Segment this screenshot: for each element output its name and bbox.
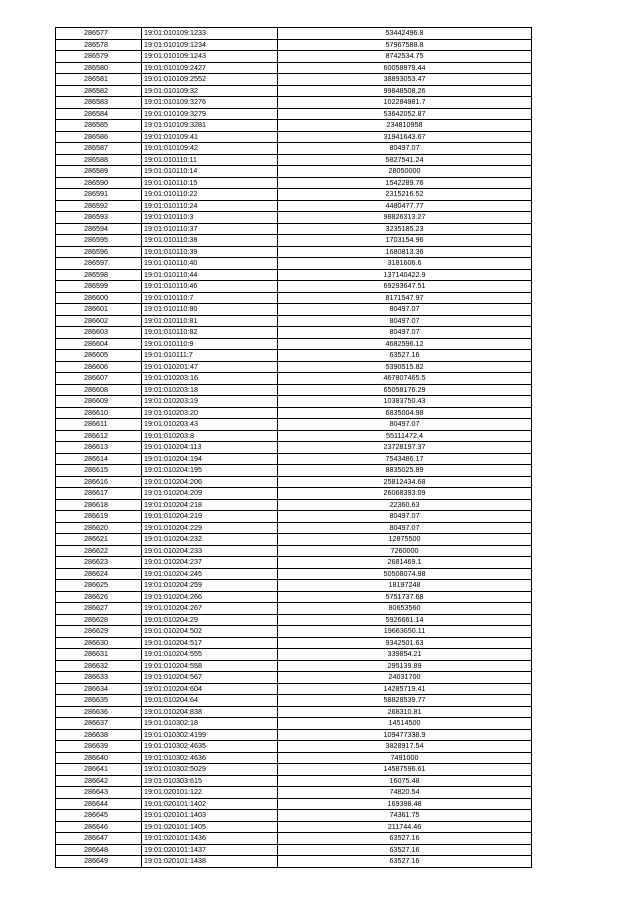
cadastral-number-cell: 19:01:010110:15 bbox=[142, 177, 278, 189]
row-number-cell: 286602 bbox=[56, 315, 142, 327]
cadastral-value-cell: 53642052.87 bbox=[278, 108, 532, 120]
table-row bbox=[56, 223, 532, 235]
table-row bbox=[56, 166, 532, 178]
row-number-cell: 286615 bbox=[56, 465, 142, 477]
table-row bbox=[56, 361, 532, 373]
cadastral-number-cell: 19:01:010109:1234 bbox=[142, 39, 278, 51]
cadastral-number-cell: 19:01:010109:42 bbox=[142, 143, 278, 155]
row-number-cell: 286639 bbox=[56, 741, 142, 753]
table-row bbox=[56, 511, 532, 523]
table-row bbox=[56, 108, 532, 120]
cadastral-value-cell: 8171547.97 bbox=[278, 292, 532, 304]
cadastral-value-cell: 339854.21 bbox=[278, 649, 532, 661]
row-number-cell: 286592 bbox=[56, 200, 142, 212]
table-row bbox=[56, 856, 532, 868]
cadastral-number-cell: 19:01:010204:267 bbox=[142, 603, 278, 615]
table-row bbox=[56, 637, 532, 649]
row-number-cell: 286580 bbox=[56, 62, 142, 74]
row-number-cell: 286610 bbox=[56, 407, 142, 419]
row-number-cell: 286579 bbox=[56, 51, 142, 63]
cadastral-value-cell: 102284981.7 bbox=[278, 97, 532, 109]
cadastral-number-cell: 19:01:010109:1233 bbox=[142, 28, 278, 40]
table-row bbox=[56, 660, 532, 672]
cadastral-value-cell: 80497.07 bbox=[278, 327, 532, 339]
table-row bbox=[56, 775, 532, 787]
table-row bbox=[56, 315, 532, 327]
row-number-cell: 286648 bbox=[56, 844, 142, 856]
cadastral-number-cell: 19:01:010204:232 bbox=[142, 534, 278, 546]
table-row bbox=[56, 833, 532, 845]
cadastral-number-cell: 19:01:010110:22 bbox=[142, 189, 278, 201]
table-row bbox=[56, 465, 532, 477]
row-number-cell: 286606 bbox=[56, 361, 142, 373]
cadastral-number-cell: 19:01:020101:1438 bbox=[142, 856, 278, 868]
cadastral-value-cell: 5926661.14 bbox=[278, 614, 532, 626]
cadastral-number-cell: 19:01:010109:3276 bbox=[142, 97, 278, 109]
table-row bbox=[56, 373, 532, 385]
table-row bbox=[56, 327, 532, 339]
cadastral-value-cell: 18197248 bbox=[278, 580, 532, 592]
row-number-cell: 286649 bbox=[56, 856, 142, 868]
cadastral-number-cell: 19:01:010303:615 bbox=[142, 775, 278, 787]
table-row bbox=[56, 292, 532, 304]
cadastral-number-cell: 19:01:010204:233 bbox=[142, 545, 278, 557]
row-number-cell: 286638 bbox=[56, 729, 142, 741]
cadastral-value-cell: 14514500 bbox=[278, 718, 532, 730]
table-row bbox=[56, 62, 532, 74]
cadastral-number-cell: 19:01:010110:7 bbox=[142, 292, 278, 304]
cadastral-value-cell: 69293647.51 bbox=[278, 281, 532, 293]
table-row bbox=[56, 488, 532, 500]
cadastral-value-cell: 268310.81 bbox=[278, 706, 532, 718]
cadastral-number-cell: 19:01:010204:209 bbox=[142, 488, 278, 500]
cadastral-value-cell: 3181606.6 bbox=[278, 258, 532, 270]
cadastral-number-cell: 19:01:010204:517 bbox=[142, 637, 278, 649]
table-row bbox=[56, 844, 532, 856]
cadastral-value-cell: 63527.16 bbox=[278, 833, 532, 845]
cadastral-number-cell: 19:01:010201:47 bbox=[142, 361, 278, 373]
cadastral-number-cell: 19:01:020101:1436 bbox=[142, 833, 278, 845]
row-number-cell: 286590 bbox=[56, 177, 142, 189]
cadastral-number-cell: 19:01:010110:82 bbox=[142, 327, 278, 339]
row-number-cell: 286601 bbox=[56, 304, 142, 316]
table-row bbox=[56, 568, 532, 580]
table-row bbox=[56, 338, 532, 350]
cadastral-number-cell: 19:01:010204:195 bbox=[142, 465, 278, 477]
cadastral-number-cell: 19:01:010110:44 bbox=[142, 269, 278, 281]
cadastral-value-cell: 7260000 bbox=[278, 545, 532, 557]
table-row bbox=[56, 39, 532, 51]
cadastral-number-cell: 19:01:010203:20 bbox=[142, 407, 278, 419]
cadastral-number-cell: 19:01:010110:3 bbox=[142, 212, 278, 224]
cadastral-value-cell: 14587596.61 bbox=[278, 764, 532, 776]
cadastral-value-cell: 10383750.43 bbox=[278, 396, 532, 408]
cadastral-number-cell: 19:01:010204:237 bbox=[142, 557, 278, 569]
cadastral-value-table bbox=[55, 27, 532, 868]
table-row bbox=[56, 85, 532, 97]
table-row bbox=[56, 729, 532, 741]
row-number-cell: 286609 bbox=[56, 396, 142, 408]
cadastral-number-cell: 19:01:010203:16 bbox=[142, 373, 278, 385]
cadastral-value-cell: 6835004.98 bbox=[278, 407, 532, 419]
cadastral-value-cell: 80653560 bbox=[278, 603, 532, 615]
cadastral-value-cell: 169398.48 bbox=[278, 798, 532, 810]
cadastral-value-cell: 80497.07 bbox=[278, 419, 532, 431]
table-row bbox=[56, 649, 532, 661]
table-row bbox=[56, 304, 532, 316]
table-row bbox=[56, 718, 532, 730]
cadastral-value-cell: 63527.16 bbox=[278, 844, 532, 856]
cadastral-number-cell: 19:01:010204:206 bbox=[142, 476, 278, 488]
cadastral-value-cell: 5390515.82 bbox=[278, 361, 532, 373]
cadastral-number-cell: 19:01:010109:2552 bbox=[142, 74, 278, 86]
row-number-cell: 286642 bbox=[56, 775, 142, 787]
row-number-cell: 286616 bbox=[56, 476, 142, 488]
row-number-cell: 286644 bbox=[56, 798, 142, 810]
cadastral-value-cell: 80497.07 bbox=[278, 315, 532, 327]
cadastral-number-cell: 19:01:010110:80 bbox=[142, 304, 278, 316]
row-number-cell: 286628 bbox=[56, 614, 142, 626]
cadastral-number-cell: 19:01:010110:46 bbox=[142, 281, 278, 293]
cadastral-number-cell: 19:01:010204:218 bbox=[142, 499, 278, 511]
cadastral-value-cell: 55111472.4 bbox=[278, 430, 532, 442]
row-number-cell: 286578 bbox=[56, 39, 142, 51]
table-row bbox=[56, 269, 532, 281]
table-row bbox=[56, 798, 532, 810]
cadastral-number-cell: 19:01:010204:259 bbox=[142, 580, 278, 592]
cadastral-value-cell: 5827541.24 bbox=[278, 154, 532, 166]
cadastral-value-cell: 1680813.36 bbox=[278, 246, 532, 258]
cadastral-value-cell: 22360.63 bbox=[278, 499, 532, 511]
row-number-cell: 286608 bbox=[56, 384, 142, 396]
cadastral-number-cell: 19:01:010109:3281 bbox=[142, 120, 278, 132]
table-row bbox=[56, 591, 532, 603]
cadastral-value-cell: 8742534.75 bbox=[278, 51, 532, 63]
cadastral-number-cell: 19:01:010302:4636 bbox=[142, 752, 278, 764]
row-number-cell: 286637 bbox=[56, 718, 142, 730]
cadastral-value-cell: 99848508.26 bbox=[278, 85, 532, 97]
cadastral-value-cell: 98826313.27 bbox=[278, 212, 532, 224]
row-number-cell: 286591 bbox=[56, 189, 142, 201]
cadastral-number-cell: 19:01:010204:604 bbox=[142, 683, 278, 695]
row-number-cell: 286599 bbox=[56, 281, 142, 293]
table-row bbox=[56, 384, 532, 396]
table-row bbox=[56, 522, 532, 534]
table-row bbox=[56, 419, 532, 431]
cadastral-value-cell: 60058979.44 bbox=[278, 62, 532, 74]
row-number-cell: 286624 bbox=[56, 568, 142, 580]
row-number-cell: 286618 bbox=[56, 499, 142, 511]
table-row bbox=[56, 821, 532, 833]
cadastral-value-cell: 1542289.76 bbox=[278, 177, 532, 189]
row-number-cell: 286577 bbox=[56, 28, 142, 40]
table-row bbox=[56, 695, 532, 707]
cadastral-value-cell: 26068393.09 bbox=[278, 488, 532, 500]
cadastral-number-cell: 19:01:010203:8 bbox=[142, 430, 278, 442]
table-row bbox=[56, 97, 532, 109]
cadastral-value-cell: 467807465.5 bbox=[278, 373, 532, 385]
table-row bbox=[56, 787, 532, 799]
table-row bbox=[56, 764, 532, 776]
cadastral-number-cell: 19:01:010204:229 bbox=[142, 522, 278, 534]
row-number-cell: 286582 bbox=[56, 85, 142, 97]
cadastral-value-cell: 3235185.23 bbox=[278, 223, 532, 235]
row-number-cell: 286583 bbox=[56, 97, 142, 109]
row-number-cell: 286636 bbox=[56, 706, 142, 718]
cadastral-number-cell: 19:01:010110:37 bbox=[142, 223, 278, 235]
cadastral-number-cell: 19:01:010110:9 bbox=[142, 338, 278, 350]
cadastral-number-cell: 19:01:020101:1403 bbox=[142, 810, 278, 822]
cadastral-value-cell: 234810958 bbox=[278, 120, 532, 132]
cadastral-value-cell: 16075.48 bbox=[278, 775, 532, 787]
cadastral-value-cell: 14285719.41 bbox=[278, 683, 532, 695]
table-row bbox=[56, 246, 532, 258]
cadastral-value-cell: 137140422.9 bbox=[278, 269, 532, 281]
row-number-cell: 286603 bbox=[56, 327, 142, 339]
table-row bbox=[56, 810, 532, 822]
cadastral-value-cell: 7543486.17 bbox=[278, 453, 532, 465]
row-number-cell: 286635 bbox=[56, 695, 142, 707]
row-number-cell: 286596 bbox=[56, 246, 142, 258]
row-number-cell: 286593 bbox=[56, 212, 142, 224]
row-number-cell: 286629 bbox=[56, 626, 142, 638]
row-number-cell: 286632 bbox=[56, 660, 142, 672]
row-number-cell: 286594 bbox=[56, 223, 142, 235]
row-number-cell: 286586 bbox=[56, 131, 142, 143]
cadastral-value-cell: 3828917.54 bbox=[278, 741, 532, 753]
row-number-cell: 286626 bbox=[56, 591, 142, 603]
table-row bbox=[56, 557, 532, 569]
cadastral-number-cell: 19:01:010109:32 bbox=[142, 85, 278, 97]
table-row bbox=[56, 258, 532, 270]
cadastral-value-cell: 80497.07 bbox=[278, 143, 532, 155]
row-number-cell: 286622 bbox=[56, 545, 142, 557]
table-row bbox=[56, 74, 532, 86]
row-number-cell: 286611 bbox=[56, 419, 142, 431]
cadastral-number-cell: 19:01:010110:81 bbox=[142, 315, 278, 327]
cadastral-value-cell: 57967588.8 bbox=[278, 39, 532, 51]
cadastral-value-cell: 38893053.47 bbox=[278, 74, 532, 86]
row-number-cell: 286631 bbox=[56, 649, 142, 661]
row-number-cell: 286640 bbox=[56, 752, 142, 764]
table-row bbox=[56, 407, 532, 419]
cadastral-value-cell: 28050000 bbox=[278, 166, 532, 178]
row-number-cell: 286630 bbox=[56, 637, 142, 649]
cadastral-number-cell: 19:01:010204:64 bbox=[142, 695, 278, 707]
cadastral-value-cell: 9342501.63 bbox=[278, 637, 532, 649]
table-row bbox=[56, 200, 532, 212]
row-number-cell: 286619 bbox=[56, 511, 142, 523]
cadastral-number-cell: 19:01:010110:24 bbox=[142, 200, 278, 212]
cadastral-number-cell: 19:01:010109:3279 bbox=[142, 108, 278, 120]
cadastral-number-cell: 19:01:010111:7 bbox=[142, 350, 278, 362]
row-number-cell: 286600 bbox=[56, 292, 142, 304]
cadastral-value-cell: 1703154.96 bbox=[278, 235, 532, 247]
cadastral-value-cell: 19663650.11 bbox=[278, 626, 532, 638]
table-row bbox=[56, 614, 532, 626]
table-row bbox=[56, 154, 532, 166]
row-number-cell: 286621 bbox=[56, 534, 142, 546]
table-row bbox=[56, 706, 532, 718]
cadastral-number-cell: 19:01:010204:567 bbox=[142, 672, 278, 684]
cadastral-number-cell: 19:01:010110:39 bbox=[142, 246, 278, 258]
cadastral-number-cell: 19:01:010203:19 bbox=[142, 396, 278, 408]
table-row bbox=[56, 752, 532, 764]
cadastral-value-cell: 12875500 bbox=[278, 534, 532, 546]
row-number-cell: 286589 bbox=[56, 166, 142, 178]
cadastral-value-cell: 80497.07 bbox=[278, 511, 532, 523]
cadastral-number-cell: 19:01:010204:113 bbox=[142, 442, 278, 454]
cadastral-number-cell: 19:01:010110:38 bbox=[142, 235, 278, 247]
table-row bbox=[56, 120, 532, 132]
cadastral-value-cell: 109477338.9 bbox=[278, 729, 532, 741]
cadastral-number-cell: 19:01:010204:502 bbox=[142, 626, 278, 638]
table-row bbox=[56, 580, 532, 592]
table-row bbox=[56, 51, 532, 63]
cadastral-value-cell: 58828539.77 bbox=[278, 695, 532, 707]
row-number-cell: 286627 bbox=[56, 603, 142, 615]
cadastral-number-cell: 19:01:010302:4199 bbox=[142, 729, 278, 741]
row-number-cell: 286645 bbox=[56, 810, 142, 822]
cadastral-number-cell: 19:01:010110:40 bbox=[142, 258, 278, 270]
row-number-cell: 286598 bbox=[56, 269, 142, 281]
cadastral-value-cell: 80497.07 bbox=[278, 304, 532, 316]
row-number-cell: 286587 bbox=[56, 143, 142, 155]
table-row bbox=[56, 396, 532, 408]
cadastral-number-cell: 19:01:010204:838 bbox=[142, 706, 278, 718]
table-row bbox=[56, 177, 532, 189]
table-row bbox=[56, 476, 532, 488]
cadastral-value-cell: 80497.07 bbox=[278, 522, 532, 534]
cadastral-number-cell: 19:01:020101:122 bbox=[142, 787, 278, 799]
row-number-cell: 286613 bbox=[56, 442, 142, 454]
cadastral-value-cell: 74361.75 bbox=[278, 810, 532, 822]
cadastral-number-cell: 19:01:010109:1243 bbox=[142, 51, 278, 63]
cadastral-value-cell: 295139.89 bbox=[278, 660, 532, 672]
table-row bbox=[56, 143, 532, 155]
cadastral-value-cell: 7491000 bbox=[278, 752, 532, 764]
cadastral-number-cell: 19:01:010203:18 bbox=[142, 384, 278, 396]
row-number-cell: 286604 bbox=[56, 338, 142, 350]
cadastral-value-cell: 4682596.12 bbox=[278, 338, 532, 350]
cadastral-number-cell: 19:01:020101:1437 bbox=[142, 844, 278, 856]
table-row bbox=[56, 545, 532, 557]
row-number-cell: 286614 bbox=[56, 453, 142, 465]
table-row bbox=[56, 281, 532, 293]
cadastral-number-cell: 19:01:010109:2427 bbox=[142, 62, 278, 74]
cadastral-number-cell: 19:01:010204:266 bbox=[142, 591, 278, 603]
cadastral-value-cell: 74820.54 bbox=[278, 787, 532, 799]
cadastral-value-cell: 5751737.68 bbox=[278, 591, 532, 603]
row-number-cell: 286641 bbox=[56, 764, 142, 776]
table-row bbox=[56, 442, 532, 454]
cadastral-number-cell: 19:01:010302:18 bbox=[142, 718, 278, 730]
row-number-cell: 286647 bbox=[56, 833, 142, 845]
row-number-cell: 286597 bbox=[56, 258, 142, 270]
row-number-cell: 286625 bbox=[56, 580, 142, 592]
table-row bbox=[56, 28, 532, 40]
cadastral-value-cell: 23728197.37 bbox=[278, 442, 532, 454]
cadastral-value-cell: 53442496.8 bbox=[278, 28, 532, 40]
table-row bbox=[56, 534, 532, 546]
row-number-cell: 286595 bbox=[56, 235, 142, 247]
cadastral-value-cell: 8835025.89 bbox=[278, 465, 532, 477]
cadastral-number-cell: 19:01:010204:245 bbox=[142, 568, 278, 580]
row-number-cell: 286612 bbox=[56, 430, 142, 442]
row-number-cell: 286634 bbox=[56, 683, 142, 695]
cadastral-number-cell: 19:01:010110:11 bbox=[142, 154, 278, 166]
row-number-cell: 286607 bbox=[56, 373, 142, 385]
cadastral-number-cell: 19:01:020101:1402 bbox=[142, 798, 278, 810]
cadastral-number-cell: 19:01:010109:41 bbox=[142, 131, 278, 143]
cadastral-value-cell: 31941643.67 bbox=[278, 131, 532, 143]
cadastral-value-cell: 63527.16 bbox=[278, 350, 532, 362]
row-number-cell: 286605 bbox=[56, 350, 142, 362]
cadastral-number-cell: 19:01:010302:4635 bbox=[142, 741, 278, 753]
cadastral-number-cell: 19:01:010110:14 bbox=[142, 166, 278, 178]
cadastral-number-cell: 19:01:010204:29 bbox=[142, 614, 278, 626]
cadastral-number-cell: 19:01:010204:194 bbox=[142, 453, 278, 465]
row-number-cell: 286633 bbox=[56, 672, 142, 684]
row-number-cell: 286584 bbox=[56, 108, 142, 120]
table-row bbox=[56, 741, 532, 753]
cadastral-value-cell: 25812434.68 bbox=[278, 476, 532, 488]
row-number-cell: 286620 bbox=[56, 522, 142, 534]
cadastral-value-cell: 50508074.98 bbox=[278, 568, 532, 580]
cadastral-number-cell: 19:01:010204:219 bbox=[142, 511, 278, 523]
data-table-container bbox=[55, 27, 531, 868]
row-number-cell: 286585 bbox=[56, 120, 142, 132]
table-row bbox=[56, 131, 532, 143]
table-row bbox=[56, 350, 532, 362]
table-row bbox=[56, 235, 532, 247]
cadastral-value-cell: 4480477.77 bbox=[278, 200, 532, 212]
table-row bbox=[56, 212, 532, 224]
cadastral-value-cell: 211744.46 bbox=[278, 821, 532, 833]
cadastral-number-cell: 19:01:010302:5029 bbox=[142, 764, 278, 776]
table-row bbox=[56, 189, 532, 201]
table-row bbox=[56, 430, 532, 442]
row-number-cell: 286617 bbox=[56, 488, 142, 500]
table-row bbox=[56, 683, 532, 695]
table-row bbox=[56, 453, 532, 465]
cadastral-number-cell: 19:01:010204:558 bbox=[142, 660, 278, 672]
row-number-cell: 286643 bbox=[56, 787, 142, 799]
row-number-cell: 286581 bbox=[56, 74, 142, 86]
cadastral-number-cell: 19:01:020101:1405 bbox=[142, 821, 278, 833]
cadastral-value-cell: 24031700 bbox=[278, 672, 532, 684]
cadastral-value-cell: 63527.16 bbox=[278, 856, 532, 868]
table-row bbox=[56, 603, 532, 615]
cadastral-value-cell: 2681469.1 bbox=[278, 557, 532, 569]
table-row bbox=[56, 499, 532, 511]
table-body bbox=[56, 28, 532, 868]
cadastral-number-cell: 19:01:010203:43 bbox=[142, 419, 278, 431]
table-row bbox=[56, 626, 532, 638]
row-number-cell: 286623 bbox=[56, 557, 142, 569]
row-number-cell: 286588 bbox=[56, 154, 142, 166]
cadastral-value-cell: 65058176.29 bbox=[278, 384, 532, 396]
cadastral-number-cell: 19:01:010204:555 bbox=[142, 649, 278, 661]
table-row bbox=[56, 672, 532, 684]
row-number-cell: 286646 bbox=[56, 821, 142, 833]
cadastral-value-cell: 2315216.52 bbox=[278, 189, 532, 201]
